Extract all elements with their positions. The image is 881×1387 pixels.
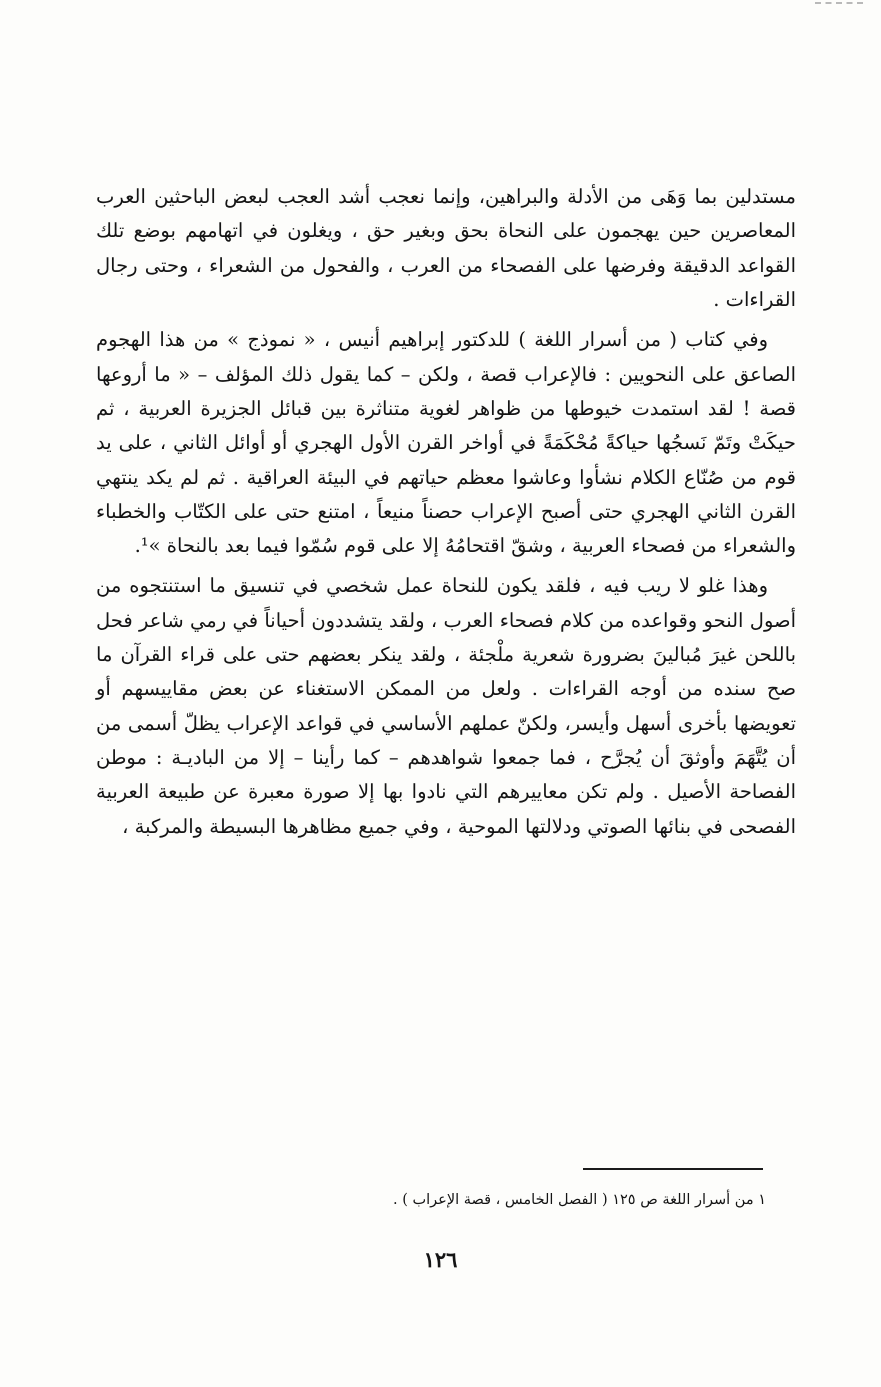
paragraph-continuation: مستدلين بما وَهَى من الأدلة والبراهين، وإنما نعجب أشد العجب لبعض الباحثين العرب المعاصرين حين يهجمون على النحاة بحق وبغير حق ، ويغلون في اتهامهم بوضع تلك القواعد الدقيقة وفرضها على الفصحاء من العرب ، والفحول من الشعراء ، وحتى رجال القراءات .: [96, 185, 796, 311]
body-text: [96, 180, 796, 850]
page-number: ١٢٦: [423, 1247, 458, 1272]
paragraph-quotation: وفي كتاب ( من أسرار اللغة ) للدكتور إبراهيم أنيس ، « نموذج » من هذا الهجوم الصاعق على النحويين : فالإعراب قصة ، ولكن – كما يقول ذلك المؤلف – « ما أروعها قصة ! لقد استمدت خيوطها من ظواهر لغوية متناثرة بين قبائل الجزيرة العربية ، ثم حيكَتْ وتَمّ نَسجُها حياكةً مُحْكَمَةً في أواخر القرن الأول الهجري أو أوائل الثاني ، على يد قوم من صُنّاع الكلام نشأوا وعاشوا معظم حياتهم في البيئة العراقية . ثم لم يكد ينتهي القرن الثاني الهجري حتى أصبح الإعراب حصناً منيعاً ، امتنع حتى على الكتّاب والخطباء والشعراء من فصحاء العربية ، وشقّ اقتحامُهُ إلا على قوم سُمّوا فيما بعد بالنحاة »¹.: [96, 328, 796, 558]
scan-mark: [815, 2, 863, 6]
footnote-divider: [583, 1168, 763, 1170]
footnote: ١ من أسرار اللغة ص ١٢٥ ( الفصل الخامس ، قصة الإعراب ) .: [393, 1192, 766, 1208]
paragraph-response: وهذا غلو لا ريب فيه ، فلقد يكون للنحاة عمل شخصي في تنسيق ما استنتجوه من أصول النحو وقواعده من كلام فصحاء العرب ، ولقد يتشددون أحياناً في رمي شاعر فحل باللحن غيرَ مُبالينَ بضرورة شعرية ملْجئة ، ولقد ينكر بعضهم حتى على قراء القرآن ما صح سنده من أوجه القراءات . ولعل من الممكن الاستغناء عن بعض مقاييسهم أو تعويضها بأخرى أسهل وأيسر، ولكنّ عملهم الأساسي في قواعد الإعراب يظلّ أسمى من أن يُتَّهَمَ وأوثقَ أن يُجرَّح ، فما جمعوا شواهدهم – كما رأينا – إلا من الباديـة : موطن الفصاحة الأصيل . ولم تكن معاييرهم التي نادوا بها إلا صورة معبرة عن طبيعة العربية الفصحى في بنائها الصوتي ودلالتها الموحية ، وفي جميع مظاهرها البسيطة والمركبة ،: [96, 574, 796, 838]
